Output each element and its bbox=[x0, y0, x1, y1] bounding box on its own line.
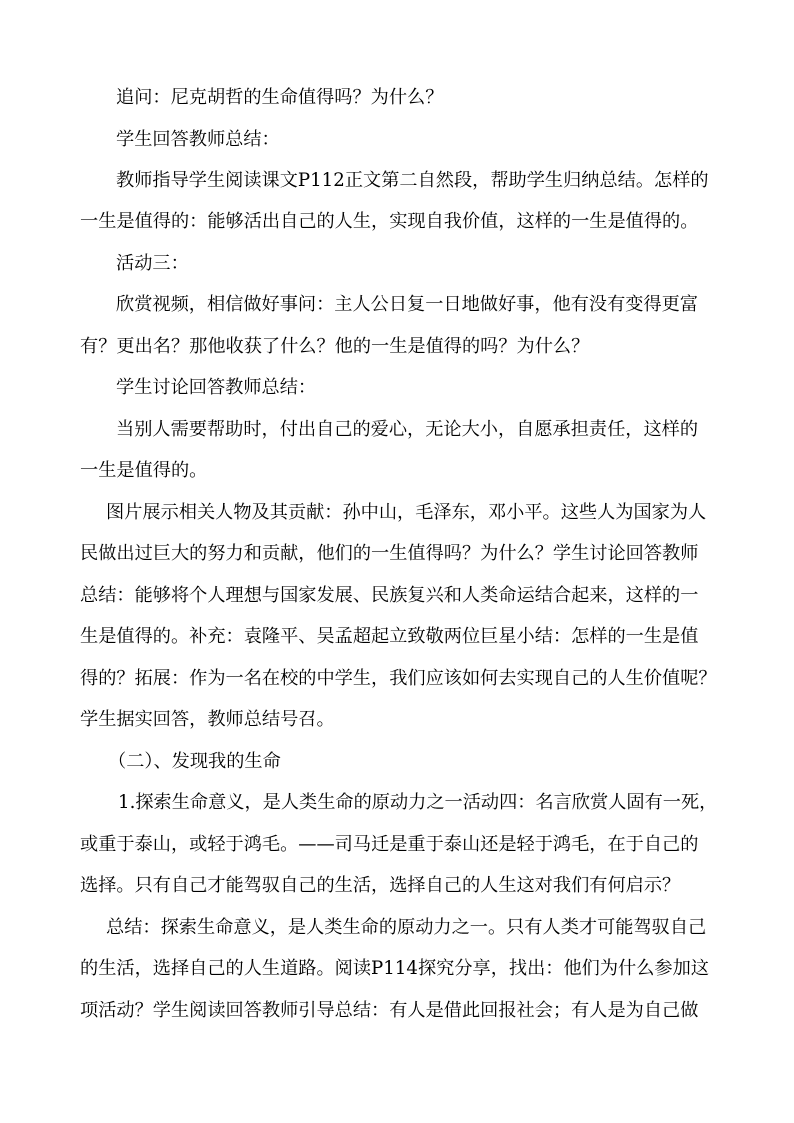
text-line: 一生是值得的。 bbox=[80, 460, 208, 481]
text-line: 欣赏视频，相信做好事问：主人公日复一日地做好事，他有没有变得更富 bbox=[116, 294, 699, 315]
text-line: 的生活，选择自己的人生道路。阅读P114探究分享，找出：他们为什么参加这 bbox=[80, 958, 709, 979]
text-line: 总结：能够将个人理想与国家发展、民族复兴和人类命运结合起来，这样的一 bbox=[80, 585, 699, 606]
text-line: 追问：尼克胡哲的生命值得吗？为什么？ bbox=[116, 87, 444, 108]
text-line: 总结：探索生命意义，是人类生命的原动力之一。只有人类才可能驾驭自己 bbox=[106, 917, 707, 938]
text-line: 图片展示相关人物及其贡献：孙中山，毛泽东，邓小平。这些人为国家为人 bbox=[106, 502, 707, 523]
text-line: 一生是值得的：能够活出自己的人生，实现自我价值，这样的一生是值得的。 bbox=[80, 211, 699, 232]
text-line: 生是值得的。补充：袁隆平、吴孟超起立致敬两位巨星小结：怎样的一生是值 bbox=[80, 626, 699, 647]
text-line: 或重于泰山，或轻于鸿毛。——司马迁是重于泰山还是轻于鸿毛，在于自己的 bbox=[80, 834, 699, 855]
text-line: 当别人需要帮助时，付出自己的爱心，无论大小，自愿承担责任，这样的 bbox=[116, 419, 699, 440]
text-line: 项活动？学生阅读回答教师引导总结：有人是借此回报社会；有人是为自己做 bbox=[80, 1000, 699, 1021]
text-line: 教师指导学生阅读课文P112正文第二自然段，帮助学生归纳总结。怎样的 bbox=[116, 170, 709, 191]
section-heading: （二）、发现我的生命 bbox=[108, 751, 281, 772]
text-line: 1.探索生命意义，是人类生命的原动力之一活动四：名言欣赏人固有一死， bbox=[118, 792, 718, 813]
text-line: 得的？拓展：作为一名在校的中学生，我们应该如何去实现自己的人生价值呢？ bbox=[80, 668, 717, 689]
text-line: 选择。只有自己才能驾驭自己的生活，选择自己的人生这对我们有何启示？ bbox=[80, 875, 681, 896]
text-line: 学生讨论回答教师总结： bbox=[116, 377, 317, 398]
text-line: 民做出过巨大的努力和贡献，他们的一生值得吗？为什么？学生讨论回答教师 bbox=[80, 543, 699, 564]
text-line: 有？更出名？那他收获了什么？他的一生是值得的吗？为什么？ bbox=[80, 336, 590, 357]
text-line: 学生回答教师总结： bbox=[116, 129, 280, 150]
text-line: 学生据实回答，教师总结号召。 bbox=[80, 709, 335, 730]
text-line: 活动三： bbox=[116, 253, 189, 274]
